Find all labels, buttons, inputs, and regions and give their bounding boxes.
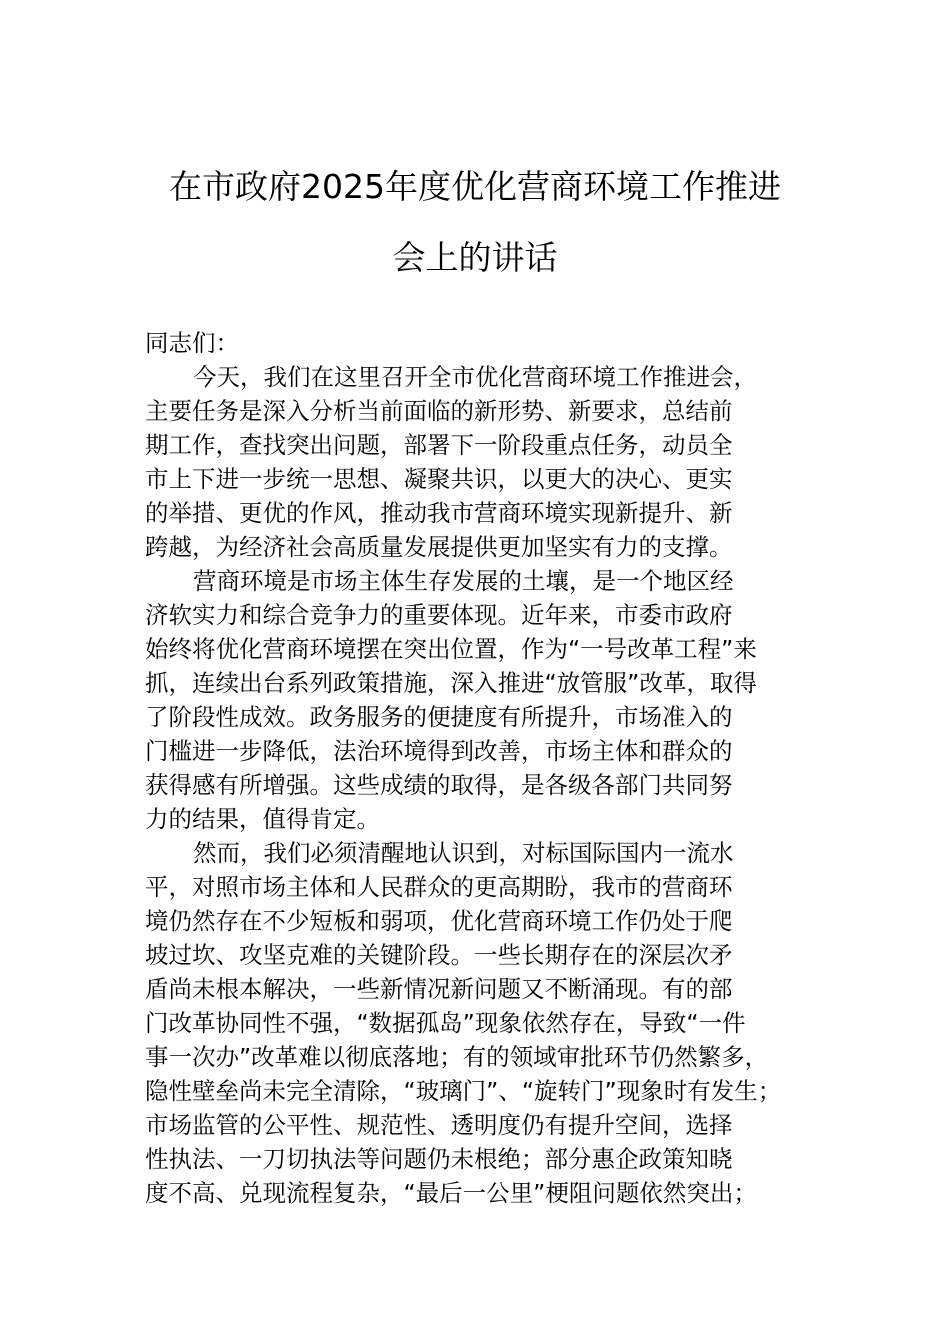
paragraph-1: [145, 360, 835, 564]
paragraph-line: 市场监管的公平性、规范性、透明度仍有提升空间，选择: [145, 1111, 733, 1139]
document-body: [145, 326, 835, 1210]
paragraph-line: 主要任务是深入分析当前面临的新形势、新要求，总结前: [145, 397, 733, 425]
paragraph-line: 今天，我们在这里召开全市优化营商环境工作推进会，: [193, 363, 757, 391]
paragraph-line: 性执法、一刀切执法等问题仍未根绝；部分惠企政策知晓: [145, 1145, 733, 1173]
paragraph-line: 隐性壁垒尚未完全清除，“玻璃门”、“旋转门”现象时有发生；: [145, 1077, 782, 1105]
paragraph-line: 门改革协同性不强，“数据孤岛”现象依然存在，导致“一件: [145, 1009, 746, 1037]
paragraph-line: 力的结果，值得肯定。: [145, 805, 380, 833]
paragraph-line: 营商环境是市场主体生存发展的土壤，是一个地区经: [193, 567, 734, 595]
paragraph-line: 坡过坎、攻坚克难的关键阶段。一些长期存在的深层次矛: [145, 941, 733, 969]
paragraph-line: 度不高、兑现流程复杂，“最后一公里”梗阻问题依然突出；: [145, 1179, 757, 1207]
paragraph-line: 的举措、更优的作风，推动我市营商环境实现新提升、新: [145, 499, 733, 527]
paragraph-line: 期工作，查找突出问题，部署下一阶段重点任务，动员全: [145, 431, 733, 459]
paragraph-line: 始终将优化营商环境摆在突出位置，作为“一号改革工程”来: [145, 635, 757, 663]
paragraph-line: 境仍然存在不少短板和弱项，优化营商环境工作仍处于爬: [145, 907, 733, 935]
document-title-line-2: 会上的讲话: [392, 238, 558, 277]
document-title-line-1: 在市政府2025年度优化营商环境工作推进: [169, 167, 781, 206]
paragraph-line: 门槛进一步降低，法治环境得到改善，市场主体和群众的: [145, 737, 733, 765]
paragraph-line: 市上下进一步统一思想、凝聚共识，以更大的决心、更实: [145, 465, 733, 493]
paragraph-line: 获得感有所增强。这些成绩的取得，是各级各部门共同努: [145, 771, 733, 799]
paragraph-line: 然而，我们必须清醒地认识到，对标国际国内一流水: [193, 839, 734, 867]
paragraph-line: 抓，连续出台系列政策措施，深入推进“放管服”改革，取得: [145, 669, 757, 697]
paragraph-line: 跨越，为经济社会高质量发展提供更加坚实有力的支撑。: [145, 533, 733, 561]
salutation: 同志们：: [145, 329, 239, 357]
paragraph-line: 了阶段性成效。政务服务的便捷度有所提升，市场准入的: [145, 703, 733, 731]
paragraph-2: [145, 564, 835, 836]
paragraph-3: [145, 836, 835, 1210]
paragraph-line: 济软实力和综合竞争力的重要体现。近年来，市委市政府: [145, 601, 733, 629]
paragraph-line: 平，对照市场主体和人民群众的更高期盼，我市的营商环: [145, 873, 733, 901]
paragraph-line: 盾尚未根本解决，一些新情况新问题又不断涌现。有的部: [145, 975, 733, 1003]
paragraph-line: 事一次办”改革难以彻底落地；有的领域审批环节仍然繁多，: [145, 1043, 769, 1071]
